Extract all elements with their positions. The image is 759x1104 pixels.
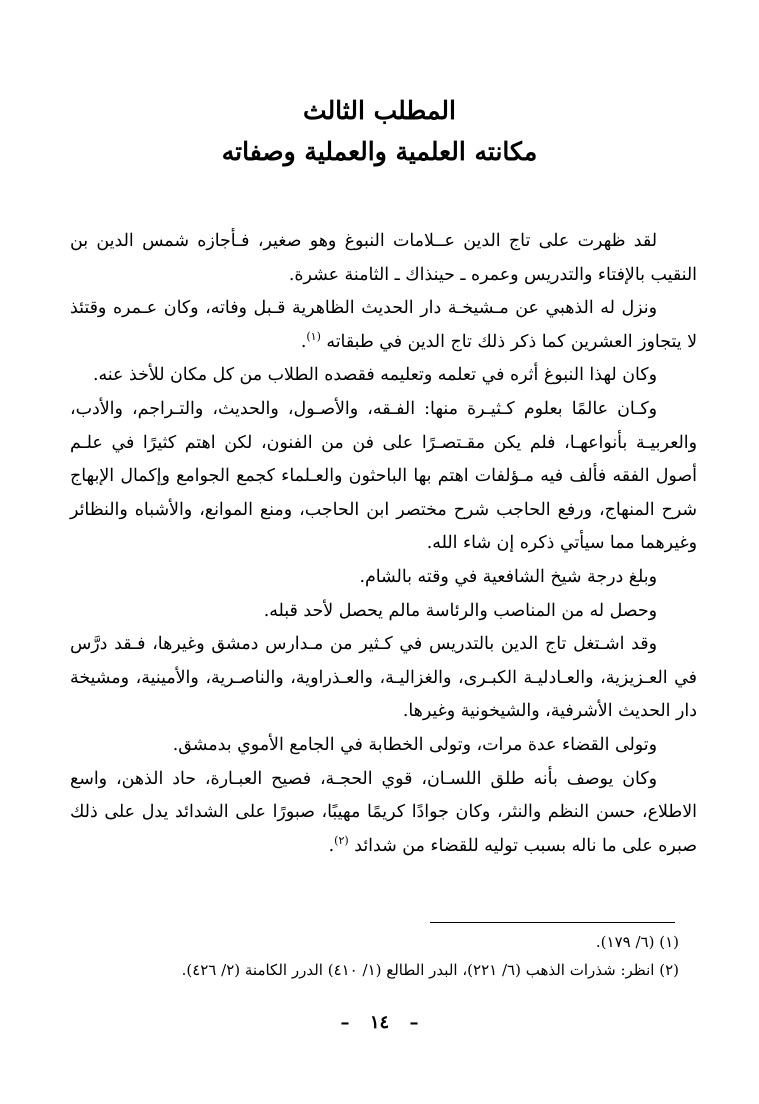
paragraph-2: ونزل له الذهبي عن مـشيخـة دار الحديث الظاهرية قـبل وفاته، وكان عـمره وقتئذ لا يتجاوز العشرين كما ذكر ذلك تاج الدين في طبقاته $^{(١)}$. <box>70 298 697 352</box>
paragraph-5: وبلغ درجة شيخ الشافعية في وقته بالشام. <box>359 566 657 587</box>
paragraph-4: وكـان عالمًا بعلوم كـثيـرة منها: الفـقه، والأصـول، والحديث، والتـراجم، والأدب، والعربيـة بأنواعهـا، فلم يكن مقـتصـرًا على فن من الفنون، لكن اهتم كثيرًا في علـم أصول الفقه فألف فيه مـؤلفات اهتم بها الباحثون والعـلماء كجمع الجوامع وإكمال الإبهاج شرح المنهاج، ورفع الحاجب شرح مختصر ابن الحاجب، ومنع الموانع، والأشباه والنظائر وغيرهما مما سيأتي ذكره إن شاء الله. <box>70 398 697 554</box>
section-title: المطلب الثالث <box>303 96 456 125</box>
footnote-1: (١) (٦/ ١٧٩). <box>595 933 679 951</box>
paragraph-8: وتولى القضاء عدة مرات، وتولى الخطابة في الجامع الأموي بدمشق. <box>172 734 657 755</box>
paragraph-7: وقد اشـتغل تاج الدين بالتدريس في كـثير من مـدارس دمشق وغيرها، فـقد درَّس في العـزيزية، والعـادليـة الكبـرى، والغزاليـة، والعـذراوية، والناصـرية، والأمينية، ومشيخة دار الحديث الأشرفية، والشيخونية وغيرها. <box>70 634 697 722</box>
footnote-marker-1: (١) <box>306 329 321 343</box>
paragraph-6: وحصل له من المناصب والرئاسة مالم يحصل لأحد قبله. <box>263 600 657 621</box>
paragraph-1: لقد ظهرت على تاج الدين عــلامات النبوغ وهو صغير، فـأجازه شمس الدين بن النقيب بالإفتاء والتدريس وعمره ـ حينذاك ـ الثامنة عشرة. <box>70 231 697 285</box>
footnote-divider <box>430 922 675 923</box>
page-number: – ١٤ – <box>340 1012 419 1033</box>
footnotes <box>70 928 679 984</box>
footnote-marker-2: (٢) <box>334 833 349 847</box>
body-text <box>70 225 697 863</box>
paragraph-9: وكان يوصف بأنه طلق اللسـان، قوي الحجـة، فصيح العبـارة، حاد الذهن، واسع الاطلاع، حسن النظم والنثر، وكان جوادًا كريمًا مهيبًا، صبورًا على الشدائد يدل على ذلك صبره على ما ناله بسبب توليه للقضاء من شدائد $^{(٢)}$. <box>70 768 697 856</box>
footnote-2: (٢) انظر: شذرات الذهب (٦/ ٢٢١)، البدر الطالع (١/ ٤١٠) الدرر الكامنة (٢/ ٤٢٦). <box>181 961 679 979</box>
section-subtitle: مكانته العلمية والعملية وصفاته <box>221 137 538 166</box>
paragraph-3: وكان لهذا النبوغ أثره في تعلمه وتعليمه فقصده الطلاب من كل مكان للأخذ عنه. <box>92 365 657 386</box>
